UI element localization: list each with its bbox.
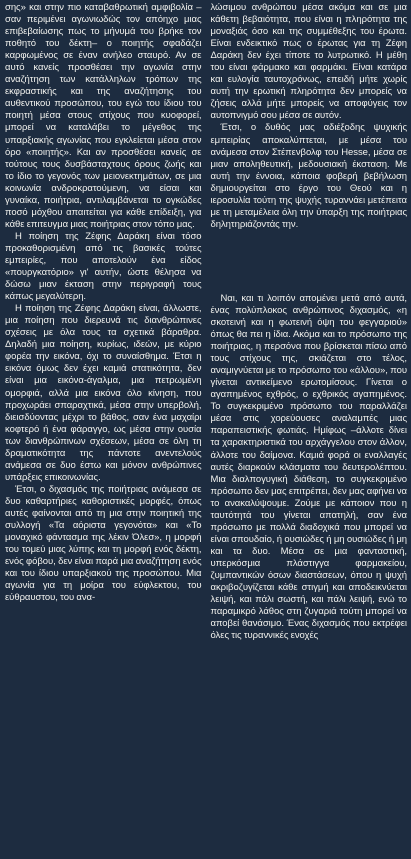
paragraph: Έτσι, ο δυθός μας αδιέξοδης ψυχικής εμπειρίας αποκαλύπτεται, με μέσα του ανάμεσα στον Στέπενβολφ του Hesse, μέσα σε μιαν αποληθευτική, μεδουσιακή έκσταση. Με αυτή την έννοια, κάποια φοβερή βεβήλωση δημιουργείται στο έργο του Θεού και η ιεροσυλία τούτη της ψυχής τυραννάει μετέπειτα με τη μεταμέλεια όλη την ύπαρξη της ποιήτριας δηλητηριάζοντάς την. xyxy=(210,122,407,230)
paragraph: Έτσι, ο διχασμός της ποιήτριας ανάμεσα σε δυο καθαρτήριες καθοριστικές μορφές, όπως αυτές φαίνονται από τη μια στην ποιητική της συλλογή «Τα αόριστα γεγονότα» και «Το μοναχικό φάντασμα της λέκιν Όλεσ», η μορφή του τομεύ μιας λύπης και τη μορφή ενός δέκτη, ενός φόβου, δεν είναι παρά μια αναζήτηση ενός και του ίδιου υπαρξιακού της προσώπου. Μια αγωνία για τη μοίρα του εύφλεκτου, του εύθραυστου, του ανα- xyxy=(5,483,202,604)
paragraph: Η ποίηση της Ζέφης Δαράκη είναι τόσο προκαθορισμένη από τις βασικές τούτες εμπειρίες, που αποτελούν ένα είδος «πουργκατόριο» γι' αυτήν, ώστε θέλησα να δώσω μιαν έκταση στην περιγραφή τους κάπως μεγαλύτερη. xyxy=(5,230,202,303)
paragraph: λώσιμου ανθρώπου μέσα ακόμα και σε μια κάθετη βεβαιότητα, που είναι η πληρότητα της μοναξιάς όσο και της συμμέθεξης του έρωτα. Είναι ενδεικτικό πως ο έρωτας για τη Ζέφη Δαράκη δεν έχει τίποτε το λυτρωτικό. Η μέθη του είναι φάρμακο και φαρμάκι. Είναι κατάρα και ευλογία ταυτοχρόνως, επειδή μήτε χωρίς αυτή την ερωτική πληρότητα δεν μπορείς να ζήσεις αλλά μήτε μπορείς να αποφύγεις τον αυτοπνιγμό σου μέσα σε αυτόν. xyxy=(210,2,407,122)
text-column-right xyxy=(211,2,408,859)
paragraph: Η ποίηση της Ζέφης Δαράκη είναι, άλλωστε, μια ποίηση που διερευνά τις διανθρώπινες σχέσεις με όλα τους τα σχετικά βάραθρα. Δηλαδή μια ποίηση, κυρίως, ιδεών, με κύριο φορέα την εικόνα, όχι το συναίσθημα. Έτσι η εικόνα όμως δεν έχει καμιά στατικότητα, δεν είναι μια εικόνα-άγαλμα, μια πετρωμένη ομορφιά, αλλά μια εικόνα όλο κίνηση, που προχωράει σπαραχτικά, μέσα στην υπερβολή, διεισδύοντας μέχρι το βάθος, σαν ένα μαχαίρι κοφτερό ή ένα φάραγγο, ως μέσα στην ουσία των διανθρώπινων σχέσεων, μέσα σε όλη τη δραματικότητα της πάντοτε ανεντελούς ανάμεσα σε δυο έστω και μόνον ανθρώπινες υπάρξεις επικοινωνίας. xyxy=(5,303,202,483)
paragraph: σης» και στην πιο καταβαθρωτική αμφιβολία –σαν περιμένει αγωνιωδώς τον απόηχο μιας επιβεβαίωσης πως το μήνυμά του βρήκε τον ποθητό του δέκτη– ο ποιητής σφαδάζει καρφωμένος σε έναν ανήλεο σταυρό. Αν σε αυτό κανείς προσθέσει την αγωνία στην αναζήτηση των κατάλληλων τρόπων της εκφραστικής και της αναζήτησης του αυθεντικού προσώπου, του εγώ του ίδιου του ποιητή μέσα στους στίχους που κυοφορεί, μπορεί να καταλάβει το μέγεθος της υπαρξιακής αγωνίας που εγκλείεται μέσα στον όρο «ποιητής». Και αν προσθέσει κανείς σε τούτους τους δυσβάσταχτους όρους ζωής και το ίδιο το γεγονός των μειονεκτημάτων, σε μια κοινωνία ανδροκρατούμενη, να είσαι και γυναίκα, ποιήτρια, αντιλαμβάνεται το ογκώδες ποσό μόχθου απαιτείται για κάθε επίδειξη, για κάθε επιτευγμα μιας ποιήτριας στον τόπο μας. xyxy=(5,2,202,230)
text-column-left xyxy=(5,2,202,859)
paragraph: Ναι, και τι λοιπόν απομένει μετά από αυτά, ένας πολύπλοκος ανθρώπινος διχασμός, «η σκοτεινή και η φωτεινή όψη του φεγγαριού» όπως θα πει η ίδια. Ακόμα και το πρόσωπο της ποιήτριας, η περσόνα που βρίσκεται πίσω από τους στίχους της, σκιάζεται στο τέλος, αναμιγνύεται με το πρόσωπο του «άλλου», που γίνεται αντικείμενο ερωτομίσους. Γίνεται ο αγαπημένος εχθρός, ο εχθρικός αγαπημένος. Το συγκεκριμένο πρόσωπο του παραλλάζει μέσα στις χορεύουσες αναλαμπές μιας παραπειστικής φωτιάς. Ημίφως –άλλοτε δίνει τα χαρακτηριστικά του αρχάγγελου στον άλλον, άλλοτε του δαίμονα. Καμιά φορά οι εναλλαγές αυτές διαρκούν κλάσματα του δευτερολέπτου. Μια διαλπογυγική διάθεση, το συγκεκριμένο πρόσωπο δεν μας επιτρέπει, δεν μας αφήνει να το ανακαλύψουμε. Ζούμε με κάποιον που η ταυτότητά του γίνεται απατηλή, σαν ένα πρόσωπο με πολλά διαδοχικά που μπορεί να είναι σπουδαίο, ή ουσιώδες ή μη ουσιώδες ή μη και τα δυο. Μέσα σε μια φανταστική, υπερκόσμια πλάστιγγα φαρμακείου, ζυμπαντικών όσων διαστάσεων, όπου η ψυχή ακριβοζυγίζεται κάθε στιγμή και αποδεικνύεται λειψή, και πάλι σωστή, και πάλι λειψή, ενώ το παραμικρό λάθος στη ζυγαριά τούτη μπορεί να αποβεί θανάσιμο. Ένας διχασμός που εκτρέφει όλες τις τυραννικές ενοχές xyxy=(210,292,407,642)
